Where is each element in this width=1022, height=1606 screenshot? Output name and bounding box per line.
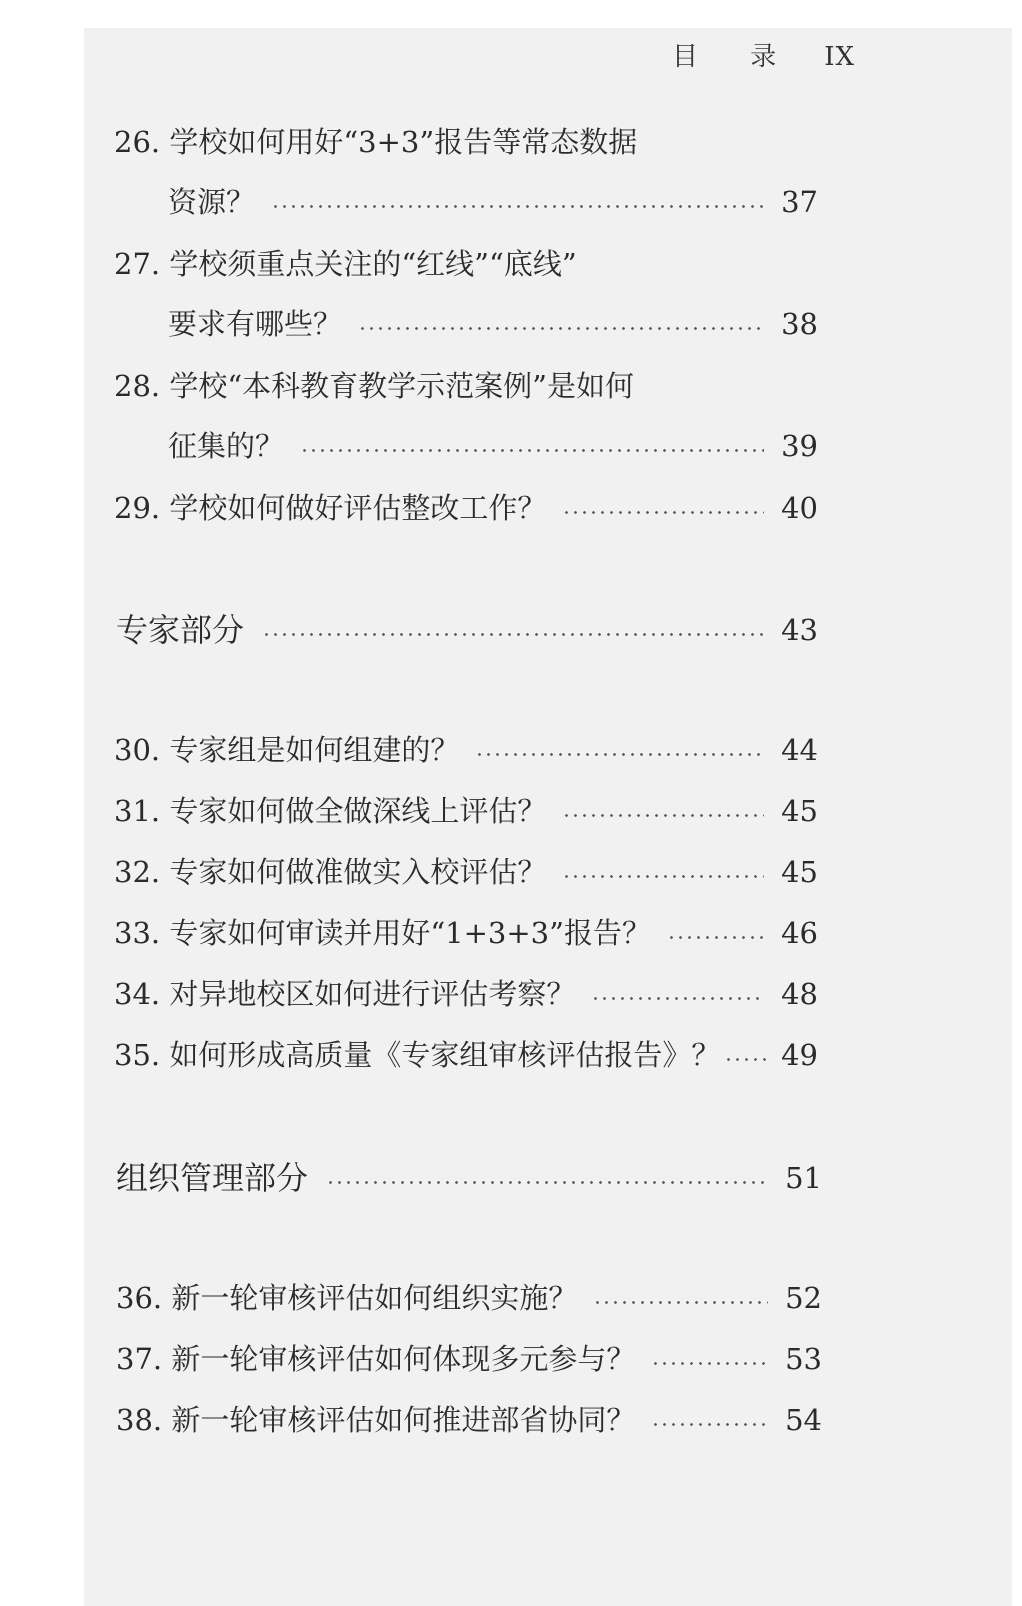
leader-dots bbox=[300, 449, 764, 452]
entry-page-number: 48 bbox=[781, 977, 818, 1011]
entry-title: 专家如何做准做实入校评估？ bbox=[169, 855, 547, 889]
entry-number: 38. bbox=[116, 1403, 163, 1437]
entry-number: 34. bbox=[114, 977, 161, 1011]
entry-title: 学校如何做好评估整改工作？ bbox=[169, 491, 547, 525]
entry-title: 新一轮审核评估如何体现多元参与？ bbox=[171, 1342, 636, 1376]
entry-title: 学校须重点关注的“红线”“底线” bbox=[169, 247, 577, 281]
section-title: 专家部分 bbox=[116, 611, 245, 649]
toc-entry-27-line2[interactable] bbox=[168, 304, 818, 344]
header-title: 目 录 bbox=[672, 42, 799, 72]
entry-number: 36. bbox=[116, 1281, 163, 1315]
entry-number: 27. bbox=[114, 247, 161, 281]
toc-entry-26-line1 bbox=[114, 122, 637, 162]
toc-entry-36[interactable] bbox=[116, 1278, 822, 1318]
entry-page-number: 53 bbox=[785, 1342, 822, 1376]
entry-page-number: 38 bbox=[781, 307, 818, 341]
entry-title: 如何形成高质量《专家组审核评估报告》？ bbox=[169, 1038, 721, 1072]
entry-title-cont: 征集的？ bbox=[168, 429, 285, 463]
toc-entry-32[interactable] bbox=[114, 852, 818, 892]
toc-entry-27-line1 bbox=[114, 244, 577, 284]
entry-page-number: 40 bbox=[781, 491, 818, 525]
entry-title: 新一轮审核评估如何组织实施？ bbox=[171, 1281, 578, 1315]
entry-title: 专家组是如何组建的？ bbox=[169, 733, 460, 767]
leader-dots bbox=[271, 205, 764, 208]
entry-title: 专家如何审读并用好“1+3+3”报告？ bbox=[169, 916, 651, 950]
toc-entry-34[interactable] bbox=[114, 974, 818, 1014]
entry-page-number: 37 bbox=[781, 185, 818, 219]
entry-page-number: 49 bbox=[781, 1038, 818, 1072]
entry-number: 33. bbox=[114, 916, 161, 950]
section-title: 组织管理部分 bbox=[116, 1159, 309, 1197]
section-page-number: 43 bbox=[781, 613, 818, 647]
entry-title: 学校“本科教育教学示范案例”是如何 bbox=[169, 369, 634, 403]
entry-page-number: 45 bbox=[781, 794, 818, 828]
toc-entry-28-line2[interactable] bbox=[168, 426, 818, 466]
entry-title-cont: 要求有哪些？ bbox=[168, 307, 343, 341]
leader-dots bbox=[593, 1301, 768, 1304]
leader-dots bbox=[562, 511, 764, 514]
leader-dots bbox=[262, 633, 764, 636]
entry-page-number: 52 bbox=[785, 1281, 822, 1315]
leader-dots bbox=[358, 327, 764, 330]
entry-number: 37. bbox=[116, 1342, 163, 1376]
entry-title: 对异地校区如何进行评估考察？ bbox=[169, 977, 576, 1011]
toc-entry-26-line2[interactable] bbox=[168, 182, 818, 222]
leader-dots bbox=[326, 1181, 768, 1184]
entry-page-number: 54 bbox=[785, 1403, 822, 1437]
leader-dots bbox=[724, 1058, 768, 1061]
toc-entry-37[interactable] bbox=[116, 1339, 822, 1379]
entry-page-number: 46 bbox=[781, 916, 818, 950]
entry-number: 32. bbox=[114, 855, 161, 889]
entry-number: 26. bbox=[114, 125, 161, 159]
entry-number: 30. bbox=[114, 733, 161, 767]
toc-entry-38[interactable] bbox=[116, 1400, 822, 1440]
entry-number: 35. bbox=[114, 1038, 161, 1072]
entry-number: 28. bbox=[114, 369, 161, 403]
leader-dots bbox=[475, 753, 764, 756]
entry-page-number: 45 bbox=[781, 855, 818, 889]
entry-title: 学校如何用好“3+3”报告等常态数据 bbox=[169, 125, 638, 159]
entry-page-number: 44 bbox=[781, 733, 818, 767]
leader-dots bbox=[562, 814, 764, 817]
entry-number: 31. bbox=[114, 794, 161, 828]
leader-dots bbox=[562, 875, 764, 878]
toc-entry-29[interactable] bbox=[114, 488, 818, 528]
entry-title: 新一轮审核评估如何推进部省协同？ bbox=[171, 1403, 636, 1437]
leader-dots bbox=[667, 936, 764, 939]
toc-entry-33[interactable] bbox=[114, 913, 818, 953]
leader-dots bbox=[591, 997, 764, 1000]
entry-title-cont: 资源？ bbox=[168, 185, 256, 219]
running-header bbox=[672, 36, 855, 73]
leader-dots bbox=[651, 1362, 768, 1365]
section-page-number: 51 bbox=[785, 1161, 822, 1195]
leader-dots bbox=[651, 1423, 768, 1426]
toc-entry-31[interactable] bbox=[114, 791, 818, 831]
entry-number: 29. bbox=[114, 491, 161, 525]
entry-title: 专家如何做全做深线上评估？ bbox=[169, 794, 547, 828]
toc-section-experts[interactable] bbox=[116, 608, 818, 652]
toc-entry-35[interactable] bbox=[114, 1035, 818, 1075]
header-page-number: IX bbox=[824, 42, 856, 72]
toc-section-organization[interactable] bbox=[116, 1156, 822, 1200]
entry-page-number: 39 bbox=[781, 429, 818, 463]
toc-entry-28-line1 bbox=[114, 366, 634, 406]
toc-entry-30[interactable] bbox=[114, 730, 818, 770]
